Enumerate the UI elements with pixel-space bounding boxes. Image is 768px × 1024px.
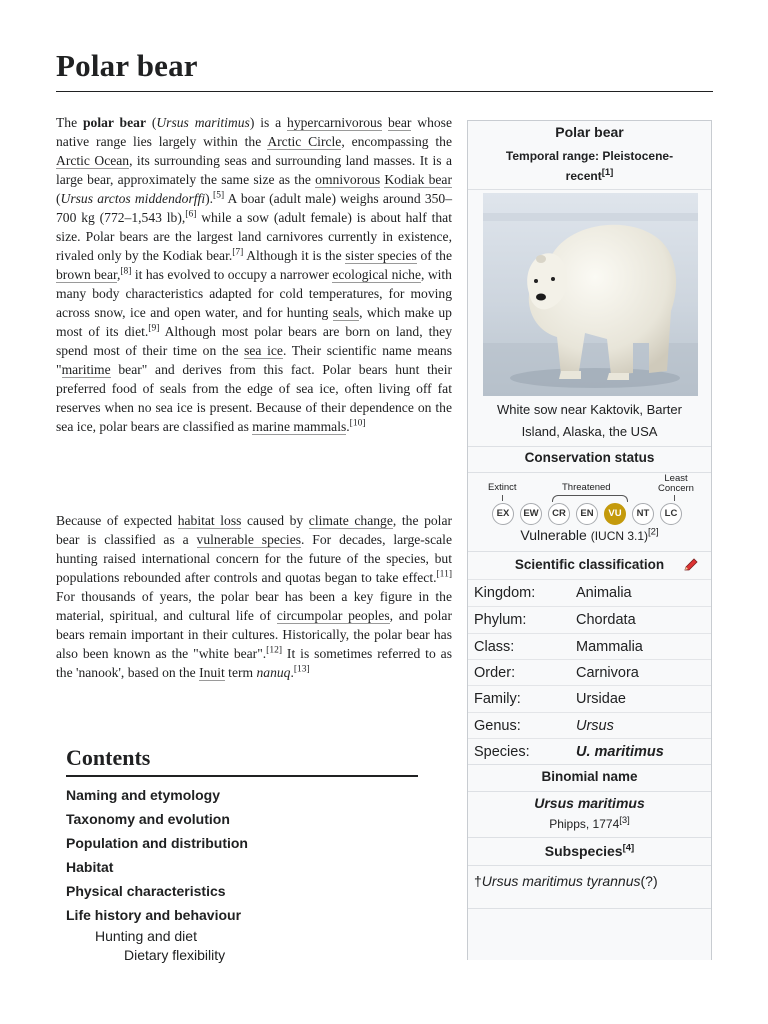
toc-subitem-hunting[interactable]: Hunting and diet — [95, 928, 197, 944]
toc-subitem-dietary[interactable]: Dietary flexibility — [124, 947, 226, 963]
infobox-title: Polar bear — [555, 124, 624, 140]
toc-heading: Contents — [66, 745, 418, 777]
polar-bear-image — [483, 193, 698, 396]
phylum-link[interactable]: Chordata — [576, 612, 636, 628]
link-habitat-loss[interactable]: habitat loss — [177, 513, 242, 528]
taxonomy-row-order: Order: Carnivora — [468, 659, 711, 686]
ref-9[interactable]: [9] — [148, 323, 160, 334]
kingdom-link[interactable]: Animalia — [576, 585, 632, 601]
threatened-label: Threatened — [562, 482, 611, 493]
status-ew: EW — [520, 503, 542, 525]
link-arctic-circle[interactable]: Arctic Circle — [267, 134, 342, 149]
genus-link[interactable]: Ursus — [576, 718, 614, 734]
least-concern-label: Least Concern — [658, 473, 694, 494]
ref-3[interactable]: [3] — [619, 815, 630, 826]
link-brown-bear[interactable]: brown bear — [56, 267, 117, 282]
iucn-source-link[interactable]: (IUCN 3.1) — [590, 529, 649, 543]
page-title: Polar bear — [56, 48, 198, 83]
link-sea-ice[interactable]: sea ice — [244, 343, 283, 358]
species-name: U. maritimus — [576, 744, 664, 760]
taxonomy-row-species: Species: U. maritimus — [468, 738, 711, 765]
family-link[interactable]: Ursidae — [576, 691, 626, 707]
link-hypercarnivorous[interactable]: hypercarnivorous — [287, 115, 383, 130]
extinct-label: Extinct — [488, 482, 517, 493]
status-cr: CR — [548, 503, 570, 525]
taxonomy-row-kingdom: Kingdom: Animalia — [468, 579, 711, 606]
taxonomy-row-family: Family: Ursidae — [468, 685, 711, 712]
authority-link[interactable]: Phipps, 1774 — [549, 817, 620, 831]
polar-bear-photo[interactable] — [483, 193, 698, 396]
ref-8[interactable]: [8] — [120, 266, 132, 277]
status-en: EN — [576, 503, 598, 525]
binomial-name-heading: Binomial name — [541, 769, 638, 784]
ref-2[interactable]: [2] — [648, 526, 659, 538]
subspecies-entry: †Ursus maritimus tyrannus(?) — [474, 873, 658, 889]
class-link[interactable]: Mammalia — [576, 639, 643, 655]
link-omnivorous[interactable]: omnivorous — [315, 172, 381, 187]
intro-paragraph: The polar bear (Ursus maritimus) is a hypercarnivorous bear whose native range lies largely within the Arctic Circle, encompassing the Arctic Ocean, its surrounding seas and surrounding land masses. It is a large bear, approximately the same size as the omnivorous Kodiak bear (Ursus arctos middendorffi).[5] A boar (adult male) weighs around 350–700 kg (772–1,543 lb),[6] while a sow (adult female) is about half that size. Polar bears are the largest land carnivores currently in existence, rivaled only by the Kodiak bear.[7] Although it is the sister species of the brown bear,[8] it has evolved to occupy a narrower ecological niche, with many body characteristics adapted for cold temperatures, for moving across snow, ice and open water, and for hunting seals, which make up most of its diet.[9] Although most polar bears are born on land, they spend most of their time on the sea ice. Their scientific name means "maritime bear" and derives from this fact. Polar bears hunt their preferred food of seals from the edge of sea ice, often living off fat reserves when no sea ice is present. Because of their dependence on the sea ice, polar bears are classified as marine mammals.[10] — [56, 115, 453, 434]
conservation-status-heading: Conservation status — [524, 450, 655, 465]
ref-4[interactable]: [4] — [622, 842, 635, 854]
subspecies-link[interactable]: Ursus maritimus tyrannus — [481, 873, 641, 889]
link-arctic-ocean[interactable]: Arctic Ocean — [56, 153, 130, 168]
link-climate-change[interactable]: climate change — [308, 513, 393, 528]
link-marine-mammals[interactable]: marine mammals — [252, 419, 347, 434]
link-inuit[interactable]: Inuit — [199, 665, 225, 680]
toc-item-population[interactable]: Population and distribution — [66, 835, 248, 851]
link-maritime[interactable]: maritime — [61, 362, 111, 377]
binomial-authority — [468, 817, 711, 831]
status-nt: NT — [632, 503, 654, 525]
link-ecological-niche[interactable]: ecological niche — [332, 267, 422, 282]
ref-5[interactable]: [5] — [213, 190, 225, 201]
ref-7[interactable]: [7] — [232, 247, 244, 258]
temporal-range: Temporal range: Pleistocene- recent[1] — [505, 149, 674, 183]
title-rule — [56, 91, 713, 92]
link-vulnerable-species[interactable]: vulnerable species — [196, 532, 302, 547]
ref-11[interactable]: [11] — [436, 569, 452, 580]
link-kodiak-bear[interactable]: Kodiak bear — [384, 172, 452, 187]
threatened-bracket — [552, 495, 628, 502]
link-sister-species[interactable]: sister species — [345, 248, 417, 263]
toc-item-naming[interactable]: Naming and etymology — [66, 787, 221, 803]
link-seals[interactable]: seals — [332, 305, 360, 320]
extinct-tick — [502, 495, 503, 501]
binomial-name: Ursus maritimus — [534, 795, 645, 811]
scientific-classification-heading: Scientific classification — [468, 557, 711, 572]
link-circumpolar-peoples[interactable]: circumpolar peoples — [276, 608, 390, 623]
toc-item-life-history[interactable]: Life history and behaviour — [66, 907, 242, 923]
edit-pencil-icon[interactable] — [683, 558, 699, 575]
taxonomy-row-genus: Genus: Ursus — [468, 712, 711, 739]
vulnerable-status: Vulnerable (IUCN 3.1)[2] — [520, 526, 659, 543]
toc-item-physical[interactable]: Physical characteristics — [66, 883, 226, 899]
image-caption: White sow near Kaktovik, Barter Island, Alaska, the USA — [497, 402, 682, 439]
table-of-contents — [66, 745, 418, 965]
ref-13[interactable]: [13] — [293, 664, 310, 675]
ref-6[interactable]: [6] — [185, 209, 197, 220]
status-vu: VU — [604, 503, 626, 525]
order-link[interactable]: Carnivora — [576, 665, 639, 681]
least-concern-tick — [674, 495, 675, 501]
ref-10[interactable]: [10] — [349, 418, 366, 429]
ref-1[interactable]: [1] — [601, 167, 614, 178]
toc-item-habitat[interactable]: Habitat — [66, 859, 114, 875]
ref-12[interactable]: [12] — [266, 645, 282, 656]
toc-item-taxonomy[interactable]: Taxonomy and evolution — [66, 811, 230, 827]
taxonomy-row-class: Class: Mammalia — [468, 633, 711, 660]
infobox — [467, 120, 712, 960]
status-ex: EX — [492, 503, 514, 525]
second-paragraph: Because of expected habitat loss caused by climate change, the polar bear is classified as a vulnerable species. For decades, large-scale hunting raised international concern for the future of the species, but populations rebounded after controls and quotas began to take effect.[11] For thousands of years, the polar bear has been a key figure in the material, spiritual, and cultural life of circumpolar peoples, and polar bears remain important in their cultures. Historically, the polar bear has also been known as the "white bear".[12] It is sometimes referred to as the 'nanook', based on the Inuit term nanuq.[13] — [56, 513, 453, 680]
subspecies-heading: Subspecies[4] — [544, 842, 635, 859]
link-bear[interactable]: bear — [388, 115, 412, 130]
taxonomy-row-phylum: Phylum: Chordata — [468, 606, 711, 633]
status-lc: LC — [660, 503, 682, 525]
